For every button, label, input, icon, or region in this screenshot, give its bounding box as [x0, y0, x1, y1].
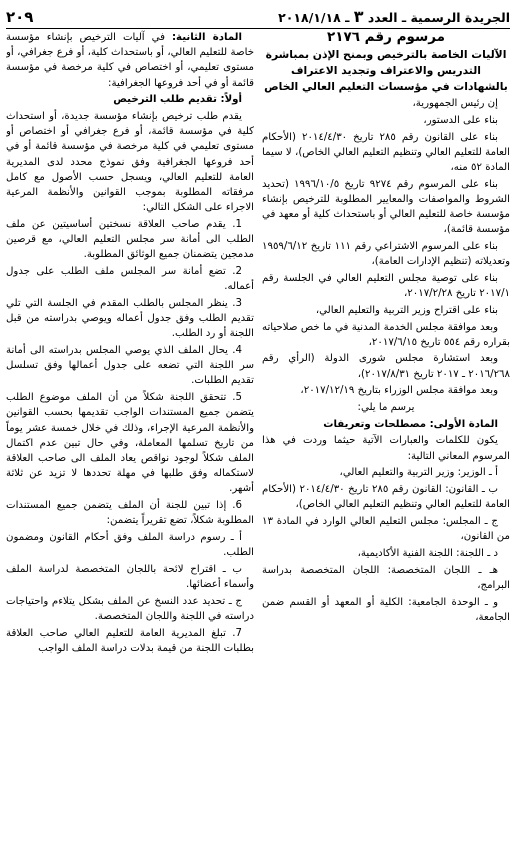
- definition-item: ج ـ المجلس: مجلس التعليم العالي الوارد في المادة ١٣ من القانون،: [262, 515, 510, 543]
- paragraph: بناء على القانون رقم ٢٨٥ تاريخ ٢٠١٤/٤/٣٠ (الأحكام العامة للتعليم العالي وتنظيم التعليم العالي الخاص)، لا سيما المادة ٥٢ منه،: [262, 131, 510, 174]
- journal-issue-line: [278, 7, 510, 26]
- article-paragraph: [6, 30, 254, 91]
- list-item: 6. إذا تبين للجنة أن الملف يتضمن جميع المستندات المطلوبة شكلاً، تضع تقريراً يتضمن:: [6, 500, 254, 527]
- list-item: 5. تتحقق اللجنة شكلاً من أن الملف موضوع الطلب يتضمن جميع المستندات الواجب تقديمها بحسب القوانين والأنظمة المرعية الإجراء، وذلك في خلال خمسة عشر يوماً من تاريخ تسلمها المعاملة، وفي حال تبين عدم اكتمال الملف شكلاً لوجود نواقص يعاد الملف الى صاحب العلاقة لاستكماله وفق طلبها في مهلة تحددها لا تزيد عن ثلاثة أشهر.: [6, 392, 254, 495]
- section-heading: أولاً: تقديم طلب الترخيص: [113, 94, 242, 106]
- sub-list-item: ج ـ تحديد عدد النسخ عن الملف بشكل يتلاءم واحتياجات دراسته في اللجنة واللجان المتخصصة.: [6, 595, 254, 623]
- right-column: [262, 30, 510, 852]
- paragraph: بناء على المرسوم رقم ٩٢٧٤ تاريخ ١٩٩٦/١٠/٥ (تحديد الشروط والمواصفات والمعايير المطلوبة للترخيص بإنشاء مؤسسة خاصة للتعليم العالي أو باستحداث كلية أو معهد في مؤسسة قائمة)،: [262, 178, 510, 236]
- paragraph: إن رئيس الجمهورية،: [412, 98, 498, 110]
- left-column: [6, 30, 254, 852]
- definition-item: د ـ اللجنة: اللجنة الفنية الأكاديمية،: [357, 547, 498, 559]
- issue-number: ٣: [353, 7, 364, 26]
- paragraph: يرسم ما يلي:: [357, 402, 415, 414]
- column-gutter: [254, 30, 262, 852]
- paragraph: يقدم طلب ترخيص بإنشاء مؤسسة جديدة، أو استحداث كلية في مؤسسة قائمة، أو فرع جغرافي أو اختصاص أو مستوى تعليمي في كلية مرخصة في مؤسسة قائمة أو في أحد فروعها الجغرافية وفق نموذج محدد لدى المديرية العامة للتعليم العالي، ويسجل حسب الأصول مع كامل مرفقاته المطلوبة بموجب القوانين والأنظمة المرعية الاجراء على الشكل التالي:: [6, 111, 254, 214]
- paragraph: يكون للكلمات والعبارات الآتية حيثما وردت في هذا المرسوم المعاني التالية:: [262, 435, 510, 462]
- journal-name: الجريدة الرسمية ـ العدد: [367, 10, 510, 25]
- article-heading: المادة الثانية:: [171, 32, 242, 43]
- decree-title: مرسوم رقم ٢١٧٦: [327, 30, 445, 45]
- list-item: 4. يحال الملف الذي يوصي المجلس بدراسته الى أمانة سر اللجنة التي تضعه على جدول أعمالها وفق تسلسل تقديم الطلبات.: [6, 345, 254, 387]
- sub-list-item: أ ـ رسوم دراسة الملف وفق أحكام القانون ومضمون الطلب.: [6, 532, 254, 559]
- definition-item: و ـ الوحدة الجامعية: الكلية أو المعهد أو القسم ضمن الجامعة،: [262, 596, 510, 623]
- paragraph: بناء على توصية مجلس التعليم العالي في الجلسة رقم ٢٠١٧/١ تاريخ ٢٠١٧/٢/٢٨،: [262, 272, 510, 300]
- page-header: [6, 6, 510, 29]
- definition-item: ب ـ القانون: القانون رقم ٢٨٥ تاريخ ٢٠١٤/٤/٣٠ (الأحكام العامة للتعليم العالي وتنظيم التعليم العالي الخاص)،: [262, 484, 510, 511]
- issue-date: ـ ٢٠١٨/١/١٨: [278, 10, 350, 25]
- list-item: 2. تضع أمانة سر المجلس ملف الطلب على جدول أعماله.: [6, 266, 254, 293]
- paragraph: وبعد استشارة مجلس شورى الدولة (الرأي رقم ٢٠١٦/٢٦٨ ـ ٢٠١٧ تاريخ ٢٠١٧/٨/٣١)،: [262, 353, 510, 380]
- paragraph: بناء على اقتراح وزير التربية والتعليم العالي،: [315, 304, 498, 316]
- paragraph: بناء على الدستور،: [423, 114, 498, 126]
- sub-list-item: ب ـ اقتراح لائحة باللجان المتخصصة لدراسة الملف وأسماء أعضائها.: [6, 563, 254, 591]
- paragraph: وبعد موافقة مجلس الخدمة المدنية في ما خص صلاحياته بقراره رقم ٥٥٤ تاريخ ٢٠١٧/٦/١٥،: [262, 321, 510, 348]
- article-heading: المادة الأولى: مصطلحات وتعريفات: [323, 418, 498, 430]
- page-columns: [6, 30, 510, 852]
- paragraph: بناء على المرسوم الاشتراعي رقم ١١١ تاريخ ١٩٥٩/٦/١٢ وتعديلاته (تنظيم الإدارات العامة)،: [262, 241, 510, 268]
- list-item: 1. يقدم صاحب العلاقة نسختين أساسيتين عن ملف الطلب الى أمانة سر مجلس التعليم العالي، مع قرصين مدمجين يتضمنان جميع الوثائق المطلوبة.: [6, 218, 254, 261]
- list-item: 7. تبلغ المديرية العامة للتعليم العالي صاحب العلاقة بطلبات اللجنة من قيمة بدلات دراسة الملف الواجب: [6, 627, 254, 654]
- list-item: 3. ينظر المجلس بالطلب المقدم في الجلسة التي تلي تقديم الطلب وفق جدول أعماله ويوصي بدراسته من قبل اللجنة أو رد الطلب.: [6, 297, 254, 340]
- page-number: ٢٠٩: [6, 8, 34, 26]
- definition-item: هـ ـ اللجان المتخصصة: اللجان المتخصصة بدراسة البرامج،: [262, 564, 510, 591]
- decree-subtitle: الآليات الخاصة بالترخيص وبمنح الإذن بمباشرة التدريس والاعتراف وتجديد الاعتراف بالشهادات في مؤسسات التعليم العالي الخاص: [264, 47, 508, 93]
- article-text: في آليات الترخيص بإنشاء مؤسسة خاصة للتعليم العالي، أو باستحداث كلية، أو فرع جغرافي، أو مستوى تعليمي، أو اختصاص في كلية مرخصة في مؤسسة قائمة أو في أحد فروعها الجغرافية:: [6, 32, 254, 89]
- paragraph: وبعد موافقة مجلس الوزراء بتاريخ ٢٠١٧/١٢/١٩،: [300, 385, 498, 397]
- definition-item: أ ـ الوزير: وزير التربية والتعليم العالي،: [339, 467, 498, 479]
